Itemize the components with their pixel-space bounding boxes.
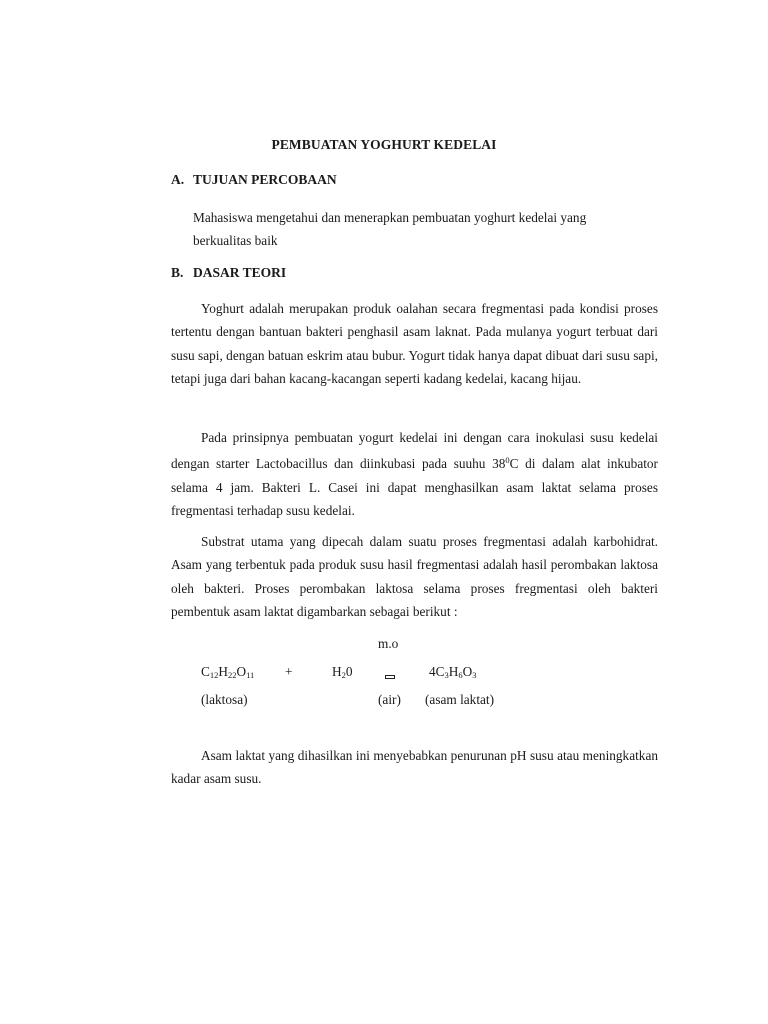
section-b-heading bbox=[171, 265, 286, 281]
paragraph-4-text: Asam laktat yang dihasilkan ini menyebabkan penurunan pH susu atau meningkatkan kadar asam susu. bbox=[171, 748, 658, 787]
section-a-heading bbox=[171, 172, 337, 188]
equation-reactant-water: $H_20$ bbox=[332, 664, 353, 680]
paragraph-2-part-1: Pada prinsipnya pembuatan yogurt kedelai ini dengan cara inokulasi susu kedelai dengan starter Lactobacillus dan diinkubasi pada suuhu 38 bbox=[171, 430, 658, 472]
equation-reactant-lactose: $C_{12}H_{22}O_{11}$ bbox=[201, 664, 255, 680]
section-a-title: TUJUAN PERCOBAAN bbox=[193, 172, 337, 187]
section-a-letter: A. bbox=[171, 172, 185, 187]
paragraph-1 bbox=[171, 297, 658, 390]
equation-label-lactose: (laktosa) bbox=[201, 692, 248, 707]
tujuan-text bbox=[193, 206, 658, 252]
paragraph-2-degree: 0 bbox=[505, 455, 510, 466]
equation-product-lactic-acid: $4C_3H_6O_3$ bbox=[429, 664, 477, 680]
section-b-letter: B. bbox=[171, 265, 184, 280]
tujuan-line-2: berkualitas baik bbox=[193, 233, 278, 248]
tujuan-line-1: Mahasiswa mengetahui dan menerapkan pembuatan yoghurt kedelai yang bbox=[193, 210, 587, 225]
paragraph-2-part-2: C di dalam alat inkubator selama 4 jam. Bakteri L. Casei ini dapat menghasilkan asam laktat selama proses fregmentasi terhadap susu kedelai. bbox=[171, 456, 658, 518]
equation-label-lactic-acid: (asam laktat) bbox=[425, 692, 495, 707]
equation-plus: + bbox=[285, 664, 293, 679]
reaction-arrow-icon bbox=[385, 675, 395, 679]
equation-label-water: (air) bbox=[378, 692, 401, 707]
paragraph-4 bbox=[171, 744, 658, 791]
section-b-title: DASAR TEORI bbox=[193, 265, 287, 280]
paragraph-3 bbox=[171, 530, 658, 623]
paragraph-3-text: Substrat utama yang dipecah dalam suatu proses fregmentasi adalah karbohidrat. Asam yang terbentuk pada produk susu hasil fregmentasi adalah hasil perombakan laktosa oleh bakteri. Proses perombakan laktosa selama proses fregmentasi oleh bakteri pembentuk asam laktat digambarkan sebagai berikut : bbox=[171, 534, 658, 619]
paragraph-2-text bbox=[171, 426, 658, 522]
page-title: PEMBUATAN YOGHURT KEDELAI bbox=[271, 137, 497, 152]
paragraph-1-text: Yoghurt adalah merupakan produk oalahan secara fregmentasi pada kondisi proses tertentu dengan bantuan bakteri penghasil asam laknat. Pada mulanya yogurt terbuat dari susu sapi, dengan batuan eskrim atau bubur. Yogurt tidak hanya dapat dibuat dari susu sapi, tetapi juga dari bahan kacang-kacangan seperti kadang kedelai, kacang hijau. bbox=[171, 301, 658, 386]
equation-catalyst: m.o bbox=[378, 636, 399, 651]
paragraph-2 bbox=[171, 426, 658, 522]
